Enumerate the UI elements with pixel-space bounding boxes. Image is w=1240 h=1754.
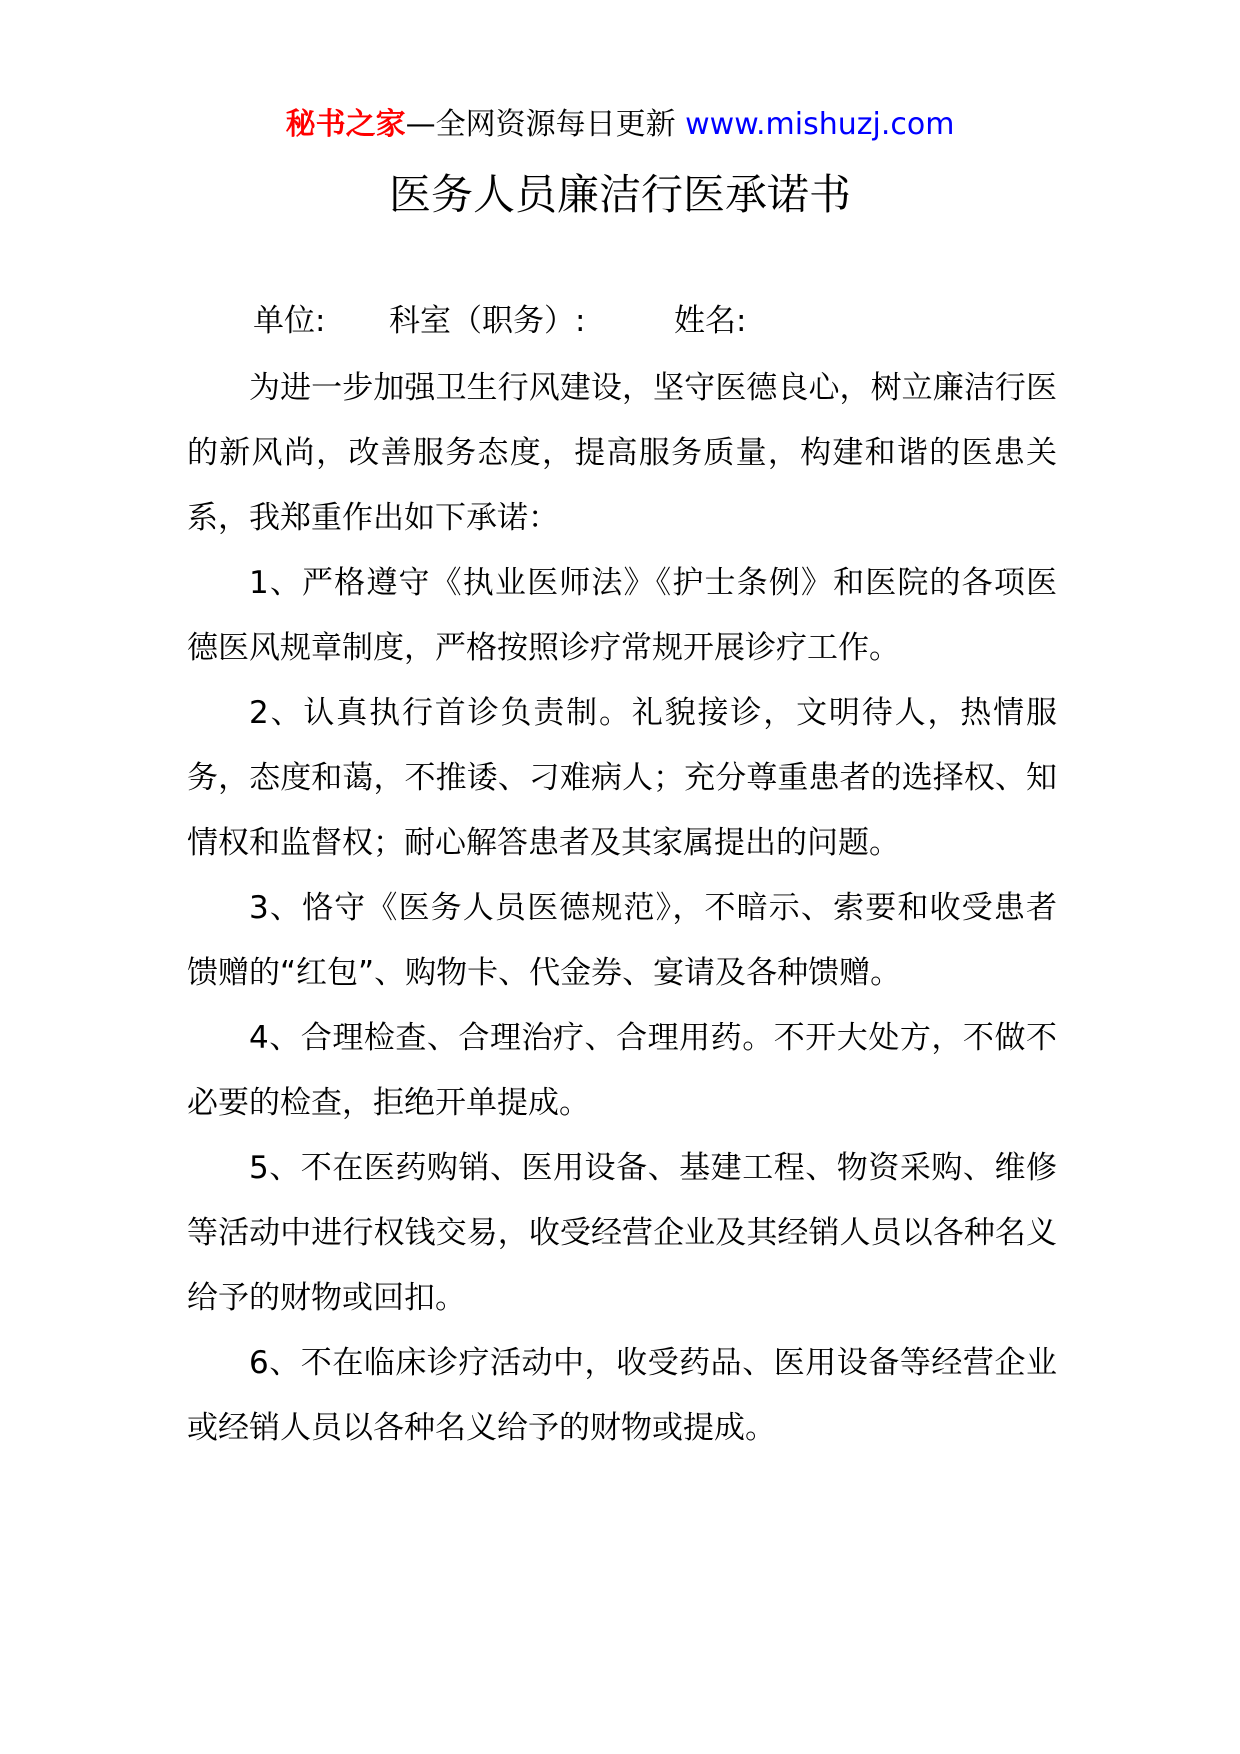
name-label: 姓名: bbox=[674, 303, 747, 339]
paragraph-item-3: 3、恪守《医务人员医德规范》，不暗示、索要和收受患者馈赠的“红包”、购物卡、代金券、宴请及各种馈赠。 bbox=[187, 890, 1057, 991]
paragraph-item-4: 4、合理检查、合理治疗、合理用药。不开大处方，不做不必要的检查，拒绝开单提成。 bbox=[187, 1020, 1057, 1121]
brand-name: 秘书之家 bbox=[285, 107, 406, 142]
paragraph-item-6: 6、不在临床诊疗活动中，收受药品、医用设备等经营企业或经销人员以各种名义给予的财物或提成。 bbox=[187, 1345, 1057, 1446]
paragraph-item-1: 1、严格遵守《执业医师法》《护士条例》和医院的各项医德医风规章制度，严格按照诊疗常规开展诊疗工作。 bbox=[187, 565, 1057, 666]
unit-label: 单位: bbox=[253, 303, 326, 339]
site-header bbox=[0, 100, 1240, 150]
document-title: 医务人员廉洁行医承诺书 bbox=[388, 170, 851, 219]
paragraph-item-2: 2、认真执行首诊负责制。礼貌接诊，文明待人，热情服务，态度和蔼，不推诿、刁难病人；充分尊重患者的选择权、知情权和监督权；耐心解答患者及其家属提出的问题。 bbox=[187, 695, 1057, 861]
paragraph-intro: 为进一步加强卫生行风建设，坚守医德良心，树立廉洁行医的新风尚，改善服务态度，提高服务质量，构建和谐的医患关系，我郑重作出如下承诺： bbox=[187, 370, 1057, 536]
paragraph-item-5: 5、不在医药购销、医用设备、基建工程、物资采购、维修等活动中进行权钱交易，收受经营企业及其经销人员以各种名义给予的财物或回扣。 bbox=[187, 1150, 1057, 1316]
form-fields bbox=[253, 291, 746, 351]
dept-label: 科室（职务）: bbox=[389, 303, 586, 339]
document-body bbox=[187, 356, 1057, 1461]
site-slogan: —全网资源每日更新 bbox=[405, 107, 676, 142]
site-url: www.mishuzj.com bbox=[685, 107, 955, 142]
